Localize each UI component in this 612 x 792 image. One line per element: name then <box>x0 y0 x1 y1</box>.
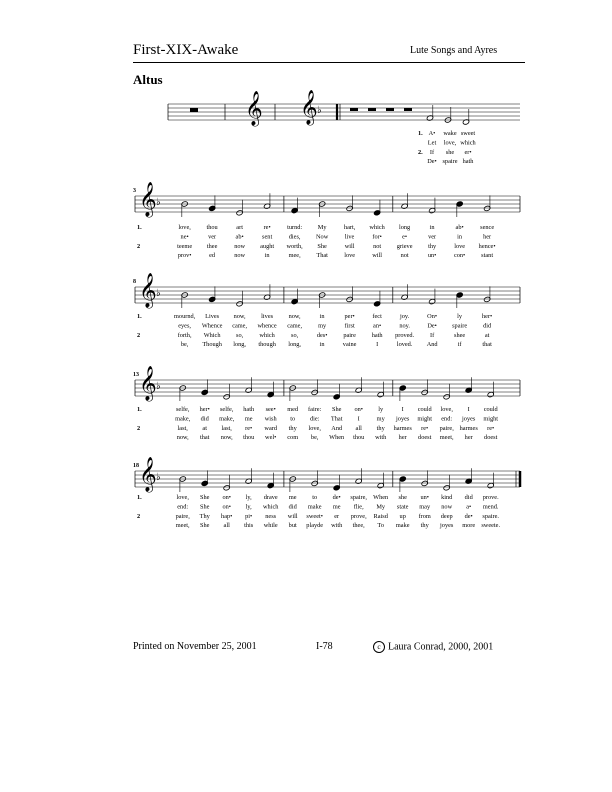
lyric-syllable: whence <box>257 322 277 330</box>
lyric-syllable: end: <box>177 503 189 511</box>
lyric-syllable: at <box>484 331 490 339</box>
lyric-syllable: from <box>418 512 431 520</box>
lyric-syllable: which <box>263 503 279 511</box>
measure-number: 13 <box>133 372 139 378</box>
lyric-syllable: er <box>334 512 340 520</box>
lyric-syllable: pi• <box>245 512 253 520</box>
lyrics-block <box>137 494 500 529</box>
treble-clef-icon: 𝄞 <box>139 457 157 492</box>
lyric-syllable: des• <box>316 331 328 339</box>
verse-number: 1. <box>137 406 142 413</box>
lyric-syllable: thee <box>206 242 218 250</box>
lyric-syllable: came, <box>232 322 248 330</box>
lyric-syllable: aught <box>260 242 275 250</box>
lyric-syllable: her• <box>199 406 210 413</box>
lyric-syllable: vaine <box>342 341 357 349</box>
lyric-syllable: this <box>244 522 254 530</box>
lyric-syllable: re• <box>421 424 429 432</box>
lyric-syllable: make, <box>175 415 191 423</box>
lyric-syllable: could <box>483 406 498 413</box>
lyric-syllable: And <box>426 341 438 349</box>
lyric-syllable: joy. <box>400 313 410 320</box>
rest-icon <box>350 108 358 111</box>
treble-clef-icon: 𝄞 <box>139 366 157 401</box>
lyric-syllable: lives <box>261 313 274 320</box>
lyric-syllable: My <box>317 224 327 231</box>
lyric-syllable: did <box>464 494 473 501</box>
lyric-syllable: in <box>457 233 463 241</box>
lyric-syllable: paire, <box>439 424 454 432</box>
page-number: I-78 <box>316 641 333 652</box>
lyric-syllable: I <box>357 415 360 423</box>
lyric-syllable: selfe, <box>219 406 234 413</box>
lyric-syllable: If <box>430 331 435 339</box>
rest-icon <box>190 108 198 112</box>
lyric-syllable: thou <box>206 224 218 231</box>
verse-number: 1. <box>418 130 423 137</box>
lyric-syllable: love <box>344 252 356 260</box>
lyric-syllable: ness <box>265 512 277 520</box>
lyric-syllable: If <box>429 148 435 156</box>
lyric-syllable: now <box>234 252 246 260</box>
lyric-syllable: will <box>287 512 298 520</box>
lyric-syllable: Which <box>203 331 221 339</box>
measure-number: 3 <box>133 188 136 194</box>
lyric-syllable: might <box>483 415 499 423</box>
lyric-syllable: spaire. <box>482 512 500 520</box>
lyric-syllable: with <box>375 434 387 442</box>
lyric-syllable: but <box>288 522 297 530</box>
lyric-syllable: That <box>316 252 328 260</box>
lyric-syllable: flie, <box>353 503 364 511</box>
lyric-syllable: selfe, <box>175 406 190 413</box>
lyric-syllable: up <box>399 512 406 520</box>
verse-number: 2 <box>137 331 141 339</box>
lyrics-block <box>418 130 477 165</box>
lyric-syllable: first <box>344 322 355 330</box>
lyric-syllable: sence <box>480 224 495 231</box>
lyric-syllable: eyes, <box>178 322 192 330</box>
lyric-syllable: she <box>445 148 455 156</box>
lyric-syllable: To <box>377 522 384 530</box>
lyric-syllable: mournd, <box>174 313 196 320</box>
lyric-syllable: grieve <box>396 242 413 250</box>
lyric-syllable: if <box>457 341 462 349</box>
lyric-syllable: She <box>199 522 210 530</box>
lyric-syllable: hence• <box>478 242 496 250</box>
lyric-syllable: an• <box>373 322 382 330</box>
lyric-syllable: fect <box>372 313 382 320</box>
lyric-syllable: which <box>369 224 385 231</box>
lyric-syllable: sweete. <box>481 522 501 530</box>
lyric-syllable: er• <box>464 148 472 156</box>
lyric-syllable: e• <box>402 233 408 241</box>
lyric-syllable: Whence <box>201 322 223 330</box>
flat-icon: ♭ <box>156 197 161 208</box>
lyric-syllable: love <box>454 242 466 250</box>
lyric-syllable: A• <box>428 130 436 137</box>
lyric-syllable: De• <box>427 322 437 330</box>
verse-number: 2. <box>418 148 423 156</box>
lyric-syllable: faire: <box>308 406 322 413</box>
lyric-syllable: thy <box>428 242 437 250</box>
lyric-syllable: will <box>372 252 383 260</box>
lyric-syllable: She <box>199 494 210 501</box>
lyric-syllable: me <box>244 415 253 423</box>
verse-number: 2 <box>137 242 141 250</box>
lyric-syllable: wel• <box>265 434 277 442</box>
lyric-syllable: in <box>429 224 435 231</box>
lyric-syllable: de• <box>464 512 473 520</box>
lyric-syllable: she <box>398 494 407 501</box>
lyric-syllable: re• <box>245 424 253 432</box>
lyric-syllable: ab• <box>235 233 244 241</box>
lyric-syllable: so, <box>291 331 299 339</box>
lyric-syllable: playde <box>306 522 324 530</box>
lyric-syllable: my <box>376 415 385 423</box>
lyric-syllable: while <box>263 522 278 530</box>
lyric-syllable: my <box>318 322 327 330</box>
treble-clef-icon: 𝄞 <box>139 182 157 217</box>
lyric-syllable: kind <box>441 494 453 501</box>
lyric-syllable: die: <box>309 415 320 423</box>
lyric-syllable: per• <box>344 313 355 320</box>
lyric-syllable: ver <box>428 233 437 241</box>
lyric-syllable: thee, <box>352 522 365 530</box>
verse-number: 1. <box>137 494 142 501</box>
verse-number: 1. <box>137 224 142 231</box>
lyric-syllable: proved. <box>395 331 415 339</box>
music-system <box>168 90 477 165</box>
lyric-syllable: sweet <box>460 130 476 137</box>
lyric-syllable: worth, <box>286 242 303 250</box>
lyric-syllable: not <box>400 252 409 260</box>
lyric-syllable: be, <box>180 341 189 349</box>
lyric-syllable: last, <box>177 424 188 432</box>
lyric-syllable: That <box>330 415 343 423</box>
lyric-syllable: spaire, <box>350 494 368 501</box>
measure-number: 18 <box>133 463 139 469</box>
lyric-syllable: last, <box>221 424 232 432</box>
lyric-syllable: Thy <box>199 512 210 520</box>
lyric-syllable: turnd: <box>287 224 303 231</box>
measure-number: 8 <box>133 279 136 285</box>
staff <box>135 471 520 487</box>
lyric-syllable: shee <box>454 331 466 339</box>
lyric-syllable: De• <box>427 158 437 166</box>
lyrics-block <box>137 313 492 348</box>
lyric-syllable: loved. <box>396 341 413 349</box>
lyric-syllable: ne• <box>180 233 189 241</box>
lyric-syllable: Lives <box>205 313 220 320</box>
lyric-syllable: ly, <box>245 503 252 511</box>
lyric-syllable: did <box>288 503 297 511</box>
lyric-syllable: wish <box>264 415 277 423</box>
lyric-syllable: love, <box>176 494 189 501</box>
lyric-syllable: thou <box>243 434 255 442</box>
lyric-syllable: more <box>462 522 476 530</box>
lyric-syllable: me <box>288 494 297 501</box>
lyric-syllable: spaire <box>452 322 468 330</box>
lyric-syllable: long, <box>288 341 302 349</box>
lyric-syllable: which <box>460 139 476 147</box>
lyric-syllable: live <box>344 233 355 241</box>
lyric-syllable: paire <box>343 331 356 339</box>
lyric-syllable: with <box>331 522 343 530</box>
rest-icon <box>404 108 412 111</box>
lyric-syllable: ver <box>208 233 217 241</box>
verse-number: 1. <box>137 313 142 320</box>
lyric-syllable: love, <box>440 406 453 413</box>
lyric-syllable: Though <box>202 341 222 349</box>
lyric-syllable: wake <box>443 130 457 137</box>
lyric-syllable: though <box>258 341 276 349</box>
flat-icon: ♭ <box>156 381 161 392</box>
lyric-syllable: Let <box>427 139 437 147</box>
lyric-syllable: now, <box>220 434 233 442</box>
lyric-syllable: long <box>399 224 411 231</box>
copyright-notice <box>373 641 493 653</box>
lyric-syllable: all <box>223 522 230 530</box>
lyric-syllable: deep <box>440 512 453 520</box>
lyric-syllable: I <box>467 406 470 413</box>
lyric-syllable: came, <box>287 322 303 330</box>
staff <box>135 380 520 396</box>
lyric-syllable: to <box>312 494 318 501</box>
lyric-syllable: did <box>200 415 209 423</box>
lyric-syllable: in <box>319 313 325 320</box>
lyric-syllable: dies, <box>288 233 301 241</box>
rest-icon <box>386 108 394 111</box>
treble-clef-icon: 𝄞 <box>139 273 157 308</box>
lyric-syllable: meet, <box>175 522 190 530</box>
lyric-syllable: love, <box>178 224 191 231</box>
lyric-syllable: I <box>401 406 404 413</box>
lyric-syllable: hath <box>371 331 383 339</box>
lyric-syllable: prove, <box>350 512 367 520</box>
lyric-syllable: her <box>398 434 407 442</box>
collection-title: Lute Songs and Ayres <box>410 45 498 56</box>
lyric-syllable: My <box>376 503 386 511</box>
lyric-syllable: ed <box>209 252 216 260</box>
lyric-syllable: long, <box>233 341 247 349</box>
lyric-syllable: all <box>355 424 362 432</box>
lyric-syllable: in <box>264 252 270 260</box>
lyric-syllable: her <box>464 434 473 442</box>
lyric-syllable: to <box>290 415 296 423</box>
lyric-syllable: love, <box>308 424 321 432</box>
lyric-syllable: not <box>373 242 382 250</box>
lyric-syllable: on• <box>222 494 231 501</box>
lyric-syllable: ab• <box>455 224 464 231</box>
lyric-syllable: will <box>344 242 355 250</box>
lyric-syllable: re• <box>487 424 495 432</box>
lyric-syllable: which <box>259 331 275 339</box>
lyric-syllable: spaire <box>442 158 458 166</box>
lyric-syllable: mend. <box>482 503 499 511</box>
lyrics-block <box>137 224 496 259</box>
music-system <box>133 273 520 348</box>
lyric-syllable: un• <box>427 252 437 260</box>
lyric-syllable: in <box>319 341 325 349</box>
lyric-syllable: may <box>419 503 431 511</box>
lyric-syllable: re• <box>263 224 271 231</box>
lyric-syllable: med <box>287 406 299 413</box>
lyric-syllable: ly, <box>245 494 252 501</box>
lyric-syllable: harmes <box>459 424 478 432</box>
lyric-syllable: She <box>199 503 210 511</box>
print-date: Printed on November 25, 2001 <box>133 641 257 652</box>
lyric-syllable: paire, <box>175 512 190 520</box>
lyric-syllable: noy. <box>399 322 410 330</box>
lyric-syllable: joyes <box>396 415 410 423</box>
lyric-syllable: love, <box>443 139 457 147</box>
verse-number: 2 <box>137 512 141 520</box>
music-system <box>133 182 520 259</box>
lyric-syllable: did <box>483 322 492 330</box>
lyric-syllable: that <box>482 341 492 349</box>
lyric-syllable: that <box>199 434 210 442</box>
lyric-syllable: sweet• <box>306 512 323 520</box>
lyric-syllable: see• <box>265 406 276 413</box>
lyric-syllable: me <box>332 503 341 511</box>
lyric-syllable: joyes <box>462 415 476 423</box>
lyric-syllable: make <box>395 522 410 530</box>
staff <box>168 104 520 120</box>
lyric-syllable: might <box>417 415 433 423</box>
lyric-syllable: She <box>331 406 342 413</box>
voice-part-heading: Altus <box>133 72 163 87</box>
lyric-syllable: harmes <box>393 424 412 432</box>
song-title: First-XIX-Awake <box>133 42 239 58</box>
lyric-syllable: now, <box>288 313 301 320</box>
staff <box>135 287 520 303</box>
lyric-syllable: meet, <box>439 434 454 442</box>
lyric-syllable: teeme <box>177 242 193 250</box>
lyric-syllable: now, <box>176 434 189 442</box>
flat-icon: ♭ <box>156 288 161 299</box>
lyric-syllable: prove. <box>482 494 499 501</box>
lyric-syllable: sent <box>262 233 273 241</box>
lyric-syllable: could <box>417 406 432 413</box>
flat-icon: ♭ <box>156 472 161 483</box>
lyric-syllable: hap• <box>221 512 233 520</box>
lyric-syllable: un• <box>420 494 429 501</box>
lyric-syllable: on• <box>222 503 231 511</box>
lyric-syllable: thy <box>288 424 297 432</box>
lyric-syllable: mee, <box>288 252 301 260</box>
lyric-syllable: make <box>307 503 322 511</box>
lyric-syllable: make, <box>219 415 235 423</box>
lyric-syllable: joyes <box>440 522 454 530</box>
copyright-icon: c <box>373 641 385 653</box>
rest-icon <box>368 108 376 111</box>
lyric-syllable: state <box>396 503 409 511</box>
lyric-syllable: When <box>373 494 389 501</box>
lyric-syllable: art <box>236 224 243 231</box>
lyric-syllable: con• <box>453 252 466 260</box>
lyric-syllable: ward <box>264 424 277 432</box>
lyric-syllable: ly <box>457 313 463 320</box>
lyric-syllable: thy <box>376 424 385 432</box>
lyric-syllable: her <box>483 233 492 241</box>
lyric-syllable: hart, <box>343 224 356 231</box>
lyric-syllable: a• <box>466 503 472 511</box>
verse-number: 2 <box>137 424 141 432</box>
lyric-syllable: so, <box>236 331 244 339</box>
music-system <box>133 457 520 529</box>
lyric-syllable: Now <box>316 233 329 241</box>
lyric-syllable: ly <box>378 406 384 413</box>
copyright-holder: Laura Conrad, 2000, 2001 <box>388 641 494 653</box>
lyric-syllable: for• <box>372 233 382 241</box>
flat-icon: ♭ <box>317 105 322 116</box>
lyric-syllable: on• <box>354 406 363 413</box>
lyric-syllable: now <box>234 242 246 250</box>
lyric-syllable: When <box>329 434 345 442</box>
lyric-syllable: thou <box>353 434 365 442</box>
lyric-syllable: de• <box>332 494 341 501</box>
lyric-syllable: hath <box>462 158 474 166</box>
lyrics-block <box>137 406 499 441</box>
treble-clef-icon: 𝄞 <box>300 90 318 125</box>
lyric-syllable: On• <box>427 313 438 320</box>
music-system <box>133 366 520 441</box>
staff <box>135 196 520 212</box>
lyric-syllable: be, <box>310 434 319 442</box>
lyric-syllable: Raisd <box>373 512 388 520</box>
lyric-syllable: com <box>287 434 299 442</box>
lyric-syllable: prov• <box>177 252 192 260</box>
lyric-syllable: doest <box>418 434 432 442</box>
lyric-syllable: doest <box>484 434 498 442</box>
lyric-syllable: And <box>331 424 343 432</box>
lyric-syllable: drave <box>263 494 278 501</box>
treble-clef-icon: 𝄞 <box>245 91 263 126</box>
lyric-syllable: now, <box>233 313 246 320</box>
lyric-syllable: at <box>202 424 207 432</box>
lyric-syllable: end: <box>441 415 453 423</box>
lyric-syllable: her• <box>482 313 493 320</box>
lyric-syllable: thy <box>420 522 429 530</box>
lyric-syllable: I <box>376 341 379 349</box>
lyric-syllable: She <box>317 242 327 250</box>
lyric-syllable: hath <box>243 406 255 413</box>
lyric-syllable: now <box>441 503 453 511</box>
lyric-syllable: stant <box>481 252 494 260</box>
lyric-syllable: forth, <box>177 331 192 339</box>
